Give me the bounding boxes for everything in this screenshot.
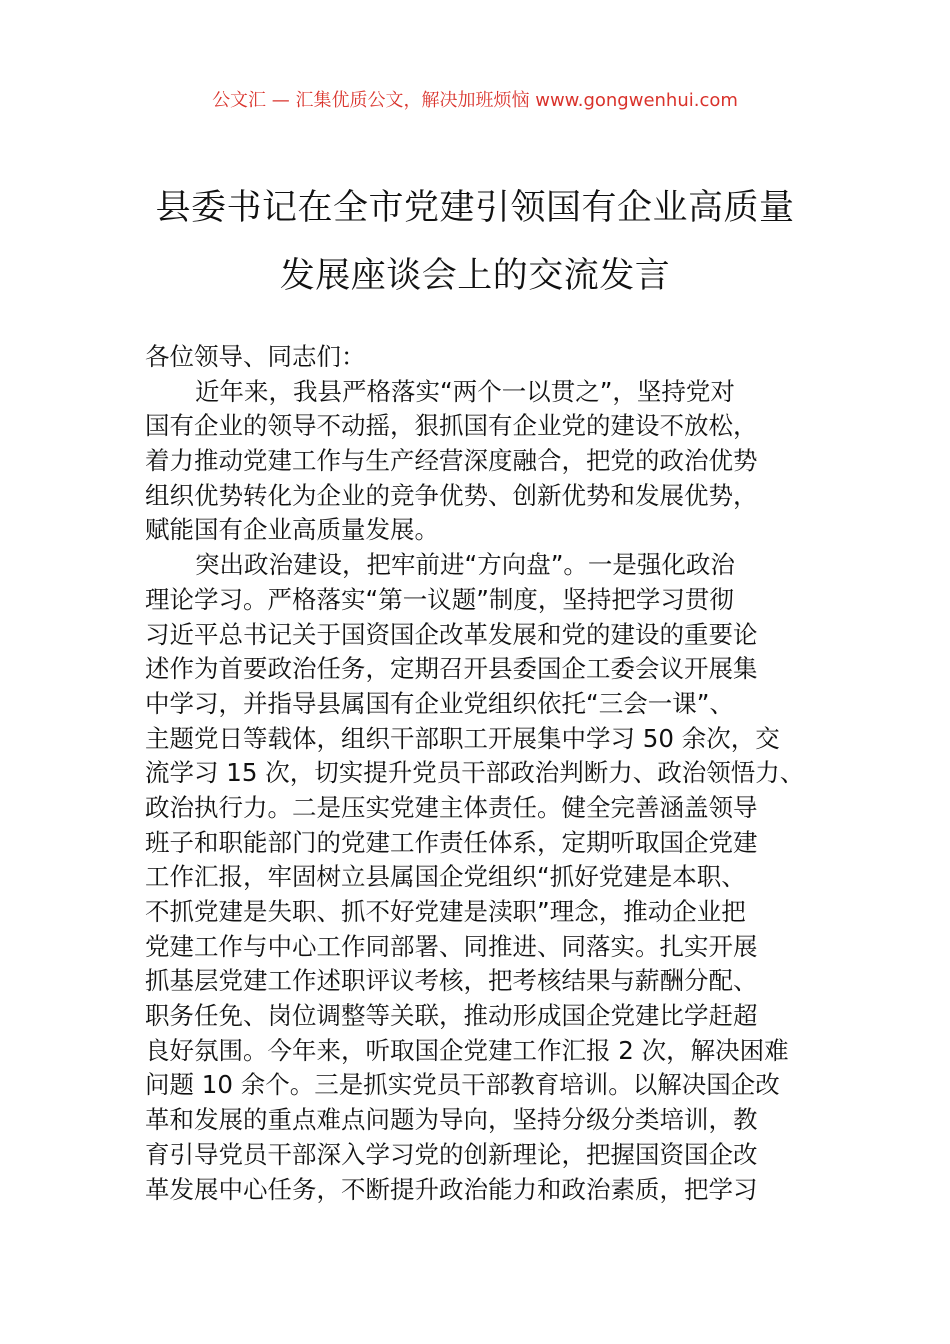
body-text-line: 政治执行力。二是压实党建主体责任。健全完善涵盖领导 — [145, 792, 758, 822]
body-text-line: 着力推动党建工作与生产经营深度融合，把党的政治优势 — [145, 446, 758, 476]
body-text-line: 良好氛围。今年来，听取国企党建工作汇报 2 次，解决困难 — [145, 1035, 789, 1065]
site-header-banner: 公文汇 — 汇集优质公文，解决加班烦恼 www.gongwenhui.com — [212, 90, 738, 111]
body-text-line: 理论学习。严格落实“第一议题”制度，坚持把学习贯彻 — [145, 584, 734, 614]
body-text-line: 组织优势转化为企业的竞争优势、创新优势和发展优势， — [145, 480, 758, 510]
body-text-line: 工作汇报，牢固树立县属国企党组织“抓好党建是本职、 — [145, 862, 746, 892]
body-text-line: 流学习 15 次，切实提升党员干部政治判断力、政治领悟力、 — [145, 758, 805, 788]
document-body — [145, 340, 825, 1207]
body-text-line: 近年来，我县严格落实“两个一以贯之”，坚持党对 — [195, 376, 735, 406]
body-text-line: 国有企业的领导不动摇，狠抓国有企业党的建设不放松， — [145, 411, 758, 441]
body-text-line: 突出政治建设，把牢前进“方向盘”。一是强化政治 — [195, 550, 735, 580]
body-text-line: 习近平总书记关于国资国企改革发展和党的建设的重要论 — [145, 619, 758, 649]
body-text-line: 育引导党员干部深入学习党的创新理论，把握国资国企改 — [145, 1139, 758, 1169]
body-text-line: 革发展中心任务，不断提升政治能力和政治素质，把学习 — [145, 1174, 758, 1204]
body-text-line: 职务任免、岗位调整等关联，推动形成国企党建比学赶超 — [145, 1001, 758, 1031]
body-text-line: 抓基层党建工作述职评议考核，把考核结果与薪酬分配、 — [145, 966, 758, 996]
body-text-line: 中学习，并指导县属国有企业党组织依托“三会一课”、 — [145, 688, 734, 718]
document-title-line-2: 发展座谈会上的交流发言 — [279, 256, 671, 296]
body-text-line: 问题 10 余个。三是抓实党员干部教育培训。以解决国企改 — [145, 1070, 780, 1100]
body-text-line: 革和发展的重点难点问题为导向，坚持分级分类培训，教 — [145, 1105, 758, 1135]
body-text-line: 述作为首要政治任务，定期召开县委国企工委会议开展集 — [145, 654, 758, 684]
body-text-line: 不抓党建是失职、抓不好党建是渎职”理念，推动企业把 — [145, 897, 746, 926]
document-title-line-1: 县委书记在全市党建引领国有企业高质量 — [155, 188, 795, 228]
body-text-line: 主题党日等载体，组织干部职工开展集中学习 50 余次，交 — [145, 723, 780, 753]
body-text-line: 各位领导、同志们： — [145, 342, 366, 371]
body-text-line: 赋能国有企业高质量发展。 — [145, 515, 439, 545]
body-text-line: 班子和职能部门的党建工作责任体系，定期听取国企党建 — [145, 827, 758, 857]
body-text-line: 党建工作与中心工作同部署、同推进、同落实。扎实开展 — [145, 931, 758, 961]
